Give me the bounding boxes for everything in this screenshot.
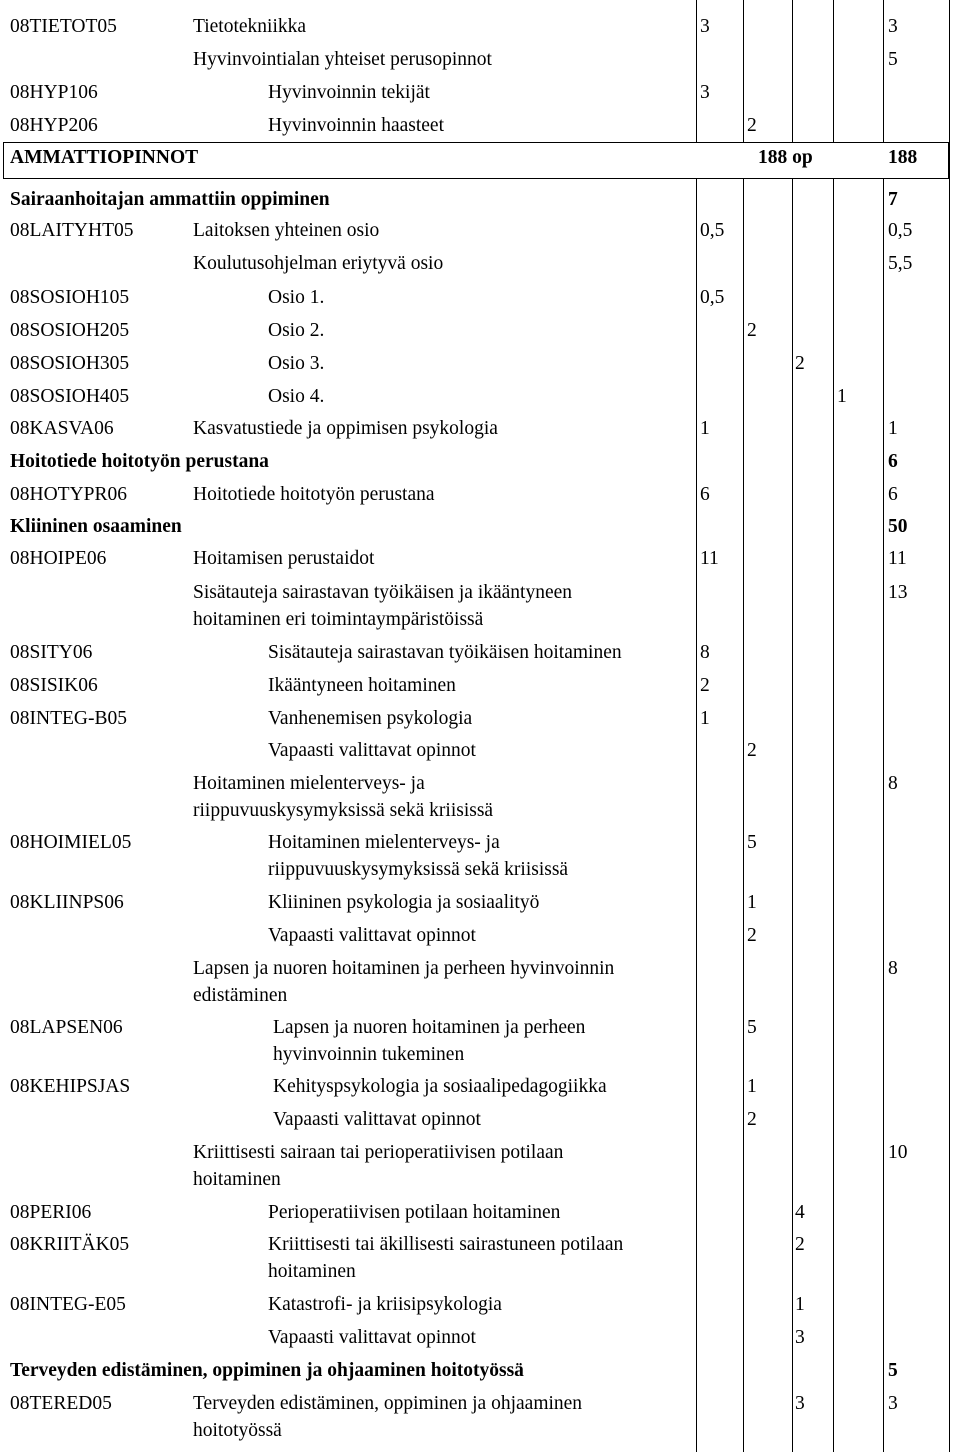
section-title: AMMATTIOPINNOT	[10, 147, 199, 168]
course-code: 08INTEG-E05	[10, 1294, 126, 1315]
credit-c3: 3	[795, 1393, 805, 1414]
credit-c2: 2	[747, 1109, 757, 1130]
course-name: Hoitotiede hoitotyön perustana	[193, 484, 435, 505]
course-name: Vapaasti valittavat opinnot	[268, 1327, 476, 1348]
credit-c1: 2	[700, 675, 710, 696]
course-name: Osio 3.	[268, 353, 325, 374]
credit-c2: 2	[747, 320, 757, 341]
course-code: 08KEHIPSJAS	[10, 1076, 131, 1097]
credit-c1: 8	[700, 642, 710, 663]
course-code: 08KRIITÄK05	[10, 1234, 130, 1255]
course-name: Tietotekniikka	[193, 16, 307, 37]
course-name: Lapsen ja nuoren hoitaminen ja perheen	[273, 1017, 586, 1038]
section-title: Kliininen osaaminen	[10, 516, 182, 537]
course-code: 08KASVA06	[10, 418, 114, 439]
credit-c1: 1	[700, 708, 710, 729]
course-name: Ikääntyneen hoitaminen	[268, 675, 456, 696]
section-title: Terveyden edistäminen, oppiminen ja ohjaaminen hoitotyössä	[10, 1360, 524, 1381]
credit-total: 5,5	[888, 253, 913, 274]
course-code: 08SITY06	[10, 642, 93, 663]
course-name: Hyvinvointialan yhteiset perusopinnot	[193, 49, 492, 70]
course-code: 08SOSIOH405	[10, 386, 130, 407]
credit-c3: 2	[795, 353, 805, 374]
credit-total: 10	[888, 1142, 908, 1163]
credit-total: 0,5	[888, 220, 913, 241]
credit-total: 11	[888, 548, 907, 569]
credit-total: 5	[888, 49, 898, 70]
course-name: Osio 4.	[268, 386, 325, 407]
course-name: Osio 1.	[268, 287, 325, 308]
course-name: Kasvatustiede ja oppimisen psykologia	[193, 418, 498, 439]
credit-c3: 2	[795, 1234, 805, 1255]
column-divider	[792, 0, 793, 1452]
credit-c1: 3	[700, 82, 710, 103]
course-name: Kliininen psykologia ja sosiaalityö	[268, 892, 540, 913]
course-name: Kriittisesti sairaan tai perioperatiivisen potilaan	[193, 1142, 564, 1163]
course-name-continued: hoitaminen eri toimintaympäristöissä	[193, 609, 484, 630]
column-divider	[696, 0, 697, 1452]
course-name: Vapaasti valittavat opinnot	[273, 1109, 481, 1130]
section-total: 7	[888, 189, 898, 210]
course-name-continued: hyvinvoinnin tukeminen	[273, 1044, 465, 1065]
course-code: 08INTEG-B05	[10, 708, 127, 729]
credit-c3: 3	[795, 1327, 805, 1348]
course-name: Sisätauteja sairastavan työikäisen ja ikääntyneen	[193, 582, 573, 603]
course-code: 08KLIINPS06	[10, 892, 124, 913]
course-name: Kriittisesti tai äkillisesti sairastuneen potilaan	[268, 1234, 624, 1255]
course-name: Hoitaminen mielenterveys- ja	[268, 832, 500, 853]
course-code: 08SOSIOH205	[10, 320, 130, 341]
course-name-continued: riippuvuuskysymyksissä sekä kriisissä	[193, 800, 494, 821]
course-name: Terveyden edistäminen, oppiminen ja ohjaaminen	[193, 1393, 583, 1414]
credit-c2: 5	[747, 832, 757, 853]
section-total: 5	[888, 1360, 898, 1381]
credit-c2: 2	[747, 925, 757, 946]
course-code: 08TERED05	[10, 1393, 112, 1414]
course-code: 08SOSIOH305	[10, 353, 130, 374]
course-name: Osio 2.	[268, 320, 325, 341]
course-name: Lapsen ja nuoren hoitaminen ja perheen hyvinvoinnin	[193, 958, 615, 979]
course-name: Vanhenemisen psykologia	[268, 708, 473, 729]
course-code: 08SOSIOH105	[10, 287, 130, 308]
column-divider	[883, 0, 884, 1452]
credit-c2: 5	[747, 1017, 757, 1038]
credit-total: 6	[888, 484, 898, 505]
credit-c3: 1	[795, 1294, 805, 1315]
course-name-continued: edistäminen	[193, 985, 288, 1006]
credit-c1: 6	[700, 484, 710, 505]
course-code: 08HYP106	[10, 82, 98, 103]
course-name-continued: hoitaminen	[193, 1169, 281, 1190]
credit-total: 1	[888, 418, 898, 439]
section-op-total: 188 op	[758, 147, 813, 168]
course-name: Perioperatiivisen potilaan hoitaminen	[268, 1202, 561, 1223]
course-name: Koulutusohjelman eriytyvä osio	[193, 253, 444, 274]
course-name: Vapaasti valittavat opinnot	[268, 925, 476, 946]
course-code: 08HOTYPR06	[10, 484, 128, 505]
course-code: 08HOIPE06	[10, 548, 107, 569]
course-name: Hyvinvoinnin tekijät	[268, 82, 430, 103]
course-code: 08HOIMIEL05	[10, 832, 132, 853]
section-total: 50	[888, 516, 908, 537]
credit-c2: 1	[747, 1076, 757, 1097]
course-code: 08SISIK06	[10, 675, 98, 696]
course-name: Hyvinvoinnin haasteet	[268, 115, 445, 136]
credit-c1: 3	[700, 16, 710, 37]
course-name-continued: hoitaminen	[268, 1261, 356, 1282]
course-name-continued: hoitotyössä	[193, 1420, 282, 1441]
credit-total: 3	[888, 1393, 898, 1414]
credit-total: 8	[888, 958, 898, 979]
course-name: Kehityspsykologia ja sosiaalipedagogiikka	[273, 1076, 607, 1097]
credit-total: 13	[888, 582, 908, 603]
credit-c2: 2	[747, 740, 757, 761]
course-code: 08LAITYHT05	[10, 220, 134, 241]
credit-total: 8	[888, 773, 898, 794]
course-code: 08PERI06	[10, 1202, 92, 1223]
credit-c1: 11	[700, 548, 719, 569]
credit-c1: 0,5	[700, 220, 725, 241]
section-total: 188	[888, 147, 918, 168]
course-name: Hoitamisen perustaidot	[193, 548, 375, 569]
course-code: 08LAPSEN06	[10, 1017, 123, 1038]
course-name: Katastrofi- ja kriisipsykologia	[268, 1294, 502, 1315]
section-title: Sairaanhoitajan ammattiin oppiminen	[10, 189, 330, 210]
credit-c1: 1	[700, 418, 710, 439]
course-name: Hoitaminen mielenterveys- ja	[193, 773, 425, 794]
column-divider	[743, 0, 744, 1452]
section-title: Hoitotiede hoitotyön perustana	[10, 451, 269, 472]
column-divider	[833, 0, 834, 1452]
credit-total: 3	[888, 16, 898, 37]
credit-c2: 2	[747, 115, 757, 136]
credit-c4: 1	[837, 386, 847, 407]
course-code: 08TIETOT05	[10, 16, 117, 37]
section-total: 6	[888, 451, 898, 472]
column-divider	[949, 0, 950, 1452]
course-name: Sisätauteja sairastavan työikäisen hoitaminen	[268, 642, 622, 663]
course-name: Laitoksen yhteinen osio	[193, 220, 380, 241]
course-name-continued: riippuvuuskysymyksissä sekä kriisissä	[268, 859, 569, 880]
credit-c1: 0,5	[700, 287, 725, 308]
credit-c3: 4	[795, 1202, 805, 1223]
course-code: 08HYP206	[10, 115, 98, 136]
course-name: Vapaasti valittavat opinnot	[268, 740, 476, 761]
credit-c2: 1	[747, 892, 757, 913]
